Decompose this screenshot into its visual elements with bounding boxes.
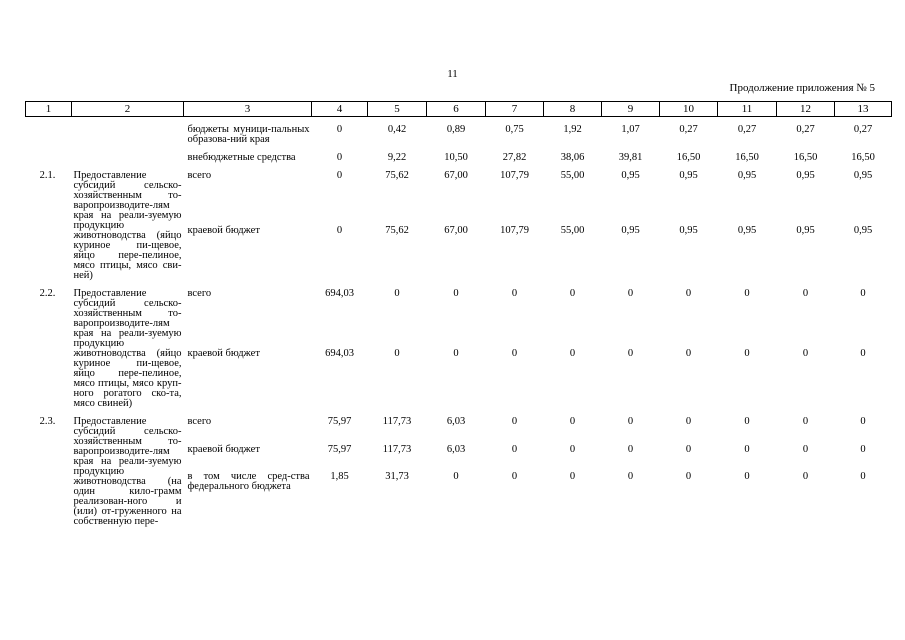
value-cell: 0	[685, 443, 692, 455]
column-number-header: 8	[544, 102, 602, 117]
row-code	[26, 153, 72, 163]
value-cell: 0	[802, 288, 809, 299]
column-number-header: 7	[486, 102, 544, 117]
table-row	[26, 125, 892, 145]
column-number-header: 6	[427, 102, 486, 117]
value-cell: 117,73	[382, 443, 412, 455]
value-cell: 0	[569, 288, 576, 299]
funding-source: всего	[187, 170, 212, 181]
value-cell: 67,00	[444, 225, 468, 236]
value-cell: 0	[453, 471, 459, 482]
value-cell: 0	[744, 348, 750, 359]
value-cell: 0	[627, 288, 634, 299]
measure-name: Предоставление субсидий сельско-хозяйственным то-варопроизводите-лям края на реали-зуемую продукцию животноводства (яйцо куриное пи-щевое, яйцо пере-пелиное, мясо птицы, мясо сви-ней)	[73, 170, 182, 281]
value-cell: 0,95	[679, 170, 698, 181]
value-cell: 0	[453, 288, 459, 299]
page-number: 11	[447, 68, 458, 80]
value-cell: 75,62	[385, 170, 409, 181]
measure-name	[72, 125, 184, 145]
row-code	[26, 125, 72, 145]
value-cell: 0	[336, 124, 343, 135]
measure-name	[72, 153, 184, 163]
column-number-header: 11	[718, 102, 777, 117]
column-number-header: 5	[368, 102, 427, 117]
value-cell: 0,95	[853, 225, 873, 236]
column-number-header: 4	[312, 102, 368, 117]
value-cell: 0	[744, 416, 750, 427]
value-cell: 0	[511, 471, 518, 482]
value-cell: 0	[627, 443, 634, 455]
value-cell: 0	[860, 288, 866, 299]
row-code: 2.1.	[39, 170, 56, 181]
column-number-header: 3	[184, 102, 312, 117]
value-cell: 0	[860, 471, 866, 482]
value-cell: 0	[394, 288, 400, 299]
value-cell: 0	[511, 288, 518, 299]
value-cell: 107,79	[500, 225, 529, 236]
value-cell: 1,85	[330, 471, 349, 482]
value-cell: 55,00	[560, 225, 585, 236]
value-cell: 0,95	[621, 170, 640, 181]
value-cell: 0	[336, 170, 343, 181]
value-cell: 0,95	[796, 225, 815, 236]
value-cell: 0	[336, 225, 343, 236]
value-cell: 0	[802, 471, 809, 482]
value-cell: 694,03	[325, 348, 354, 359]
value-cell: 10,50	[444, 152, 468, 163]
table-row	[26, 171, 892, 226]
table-body	[26, 117, 892, 528]
value-cell: 0,75	[505, 124, 524, 135]
value-cell: 0	[627, 416, 634, 427]
column-number-header: 10	[660, 102, 718, 117]
value-cell: 67,00	[444, 170, 468, 181]
value-cell: 0	[860, 416, 866, 427]
budget-table	[25, 101, 892, 527]
value-cell: 6,03	[446, 416, 466, 427]
value-cell: 9,22	[387, 152, 407, 163]
measure-name: Предоставление субсидий сельско-хозяйственным то-варопроизводите-лям края на реали-зуемую продукцию животноводства (на один кило-грамм реализован-ного и (или) от-груженного на собственную пере-	[73, 416, 182, 527]
value-cell: 1,07	[621, 124, 640, 135]
column-number-header: 1	[26, 102, 72, 117]
value-cell: 0	[802, 443, 809, 455]
funding-source: в том числе сред-ства федерального бюджета	[187, 471, 310, 492]
funding-source: краевой бюджет	[187, 348, 260, 359]
value-cell: 107,79	[500, 170, 529, 181]
value-cell: 0,27	[853, 124, 873, 135]
table-row	[26, 417, 892, 445]
funding-source: всего	[187, 416, 212, 427]
value-cell: 0	[685, 471, 692, 482]
value-cell: 0	[685, 348, 692, 359]
value-cell: 0	[627, 348, 634, 359]
value-cell: 0	[336, 152, 343, 163]
funding-source: внебюджетные средства	[187, 152, 296, 163]
value-cell: 0,27	[737, 124, 757, 135]
value-cell: 0,95	[679, 225, 698, 236]
value-cell: 16,50	[735, 152, 759, 163]
value-cell: 16,50	[793, 152, 818, 163]
row-code: 2.2.	[39, 288, 56, 299]
column-number-row	[26, 102, 892, 117]
value-cell: 0	[744, 471, 750, 482]
value-cell: 6,03	[446, 443, 466, 455]
value-cell: 0,89	[446, 124, 466, 135]
value-cell: 0,42	[387, 124, 407, 135]
value-cell: 39,81	[618, 152, 643, 163]
value-cell: 0	[802, 416, 809, 427]
funding-source: бюджеты муници-пальных образова-ний края	[187, 124, 310, 145]
value-cell: 0	[860, 443, 866, 455]
table-row	[26, 289, 892, 349]
value-cell: 117,73	[382, 416, 412, 427]
value-cell: 0	[744, 288, 750, 299]
value-cell: 0	[802, 348, 809, 359]
measure-name: Предоставление субсидий сельско-хозяйственным то-варопроизводите-лям края на реали-зуемую продукцию животноводства (яйцо куриное пи-щевое, яйцо пере-пелиное, мясо птицы, мясо круп-ного рогатого ско-та, мясо свиней)	[73, 288, 182, 409]
value-cell: 0	[453, 348, 459, 359]
value-cell: 0	[511, 416, 518, 427]
value-cell: 75,62	[385, 225, 409, 236]
value-cell: 0,27	[796, 124, 815, 135]
value-cell: 0	[685, 288, 692, 299]
column-number-header: 12	[777, 102, 835, 117]
value-cell: 0	[685, 416, 692, 427]
value-cell: 0	[744, 443, 750, 455]
value-cell: 27,82	[502, 152, 527, 163]
value-cell: 55,00	[560, 170, 585, 181]
value-cell: 0	[394, 348, 400, 359]
value-cell: 31,73	[385, 471, 409, 482]
column-number-header: 2	[72, 102, 184, 117]
value-cell: 0	[569, 416, 576, 427]
value-cell: 75,97	[327, 443, 352, 455]
value-cell: 0,95	[621, 225, 640, 236]
value-cell: 0,95	[796, 170, 815, 181]
value-cell: 0,95	[853, 170, 873, 181]
value-cell: 0,95	[737, 225, 757, 236]
value-cell: 0	[511, 348, 518, 359]
value-cell: 0	[569, 443, 576, 455]
row-code: 2.3.	[39, 416, 56, 427]
appendix-continuation-label: Продолжение приложения № 5	[729, 82, 875, 94]
value-cell: 75,97	[327, 416, 352, 427]
value-cell: 16,50	[851, 152, 875, 163]
value-cell: 0	[569, 348, 576, 359]
value-cell: 0	[627, 471, 634, 482]
value-cell: 694,03	[325, 288, 354, 299]
value-cell: 38,06	[560, 152, 585, 163]
value-cell: 16,50	[676, 152, 701, 163]
value-cell: 0,95	[737, 170, 757, 181]
value-cell: 0	[569, 471, 576, 482]
table-row	[26, 153, 892, 163]
value-cell: 0	[860, 348, 866, 359]
value-cell: 0,27	[679, 124, 698, 135]
value-cell: 0	[511, 443, 518, 455]
value-cell: 1,92	[563, 124, 582, 135]
column-number-header: 9	[602, 102, 660, 117]
column-number-header: 13	[835, 102, 892, 117]
funding-source: всего	[187, 288, 212, 299]
funding-source: краевой бюджет	[187, 225, 260, 236]
funding-source: краевой бюджет	[187, 443, 260, 455]
